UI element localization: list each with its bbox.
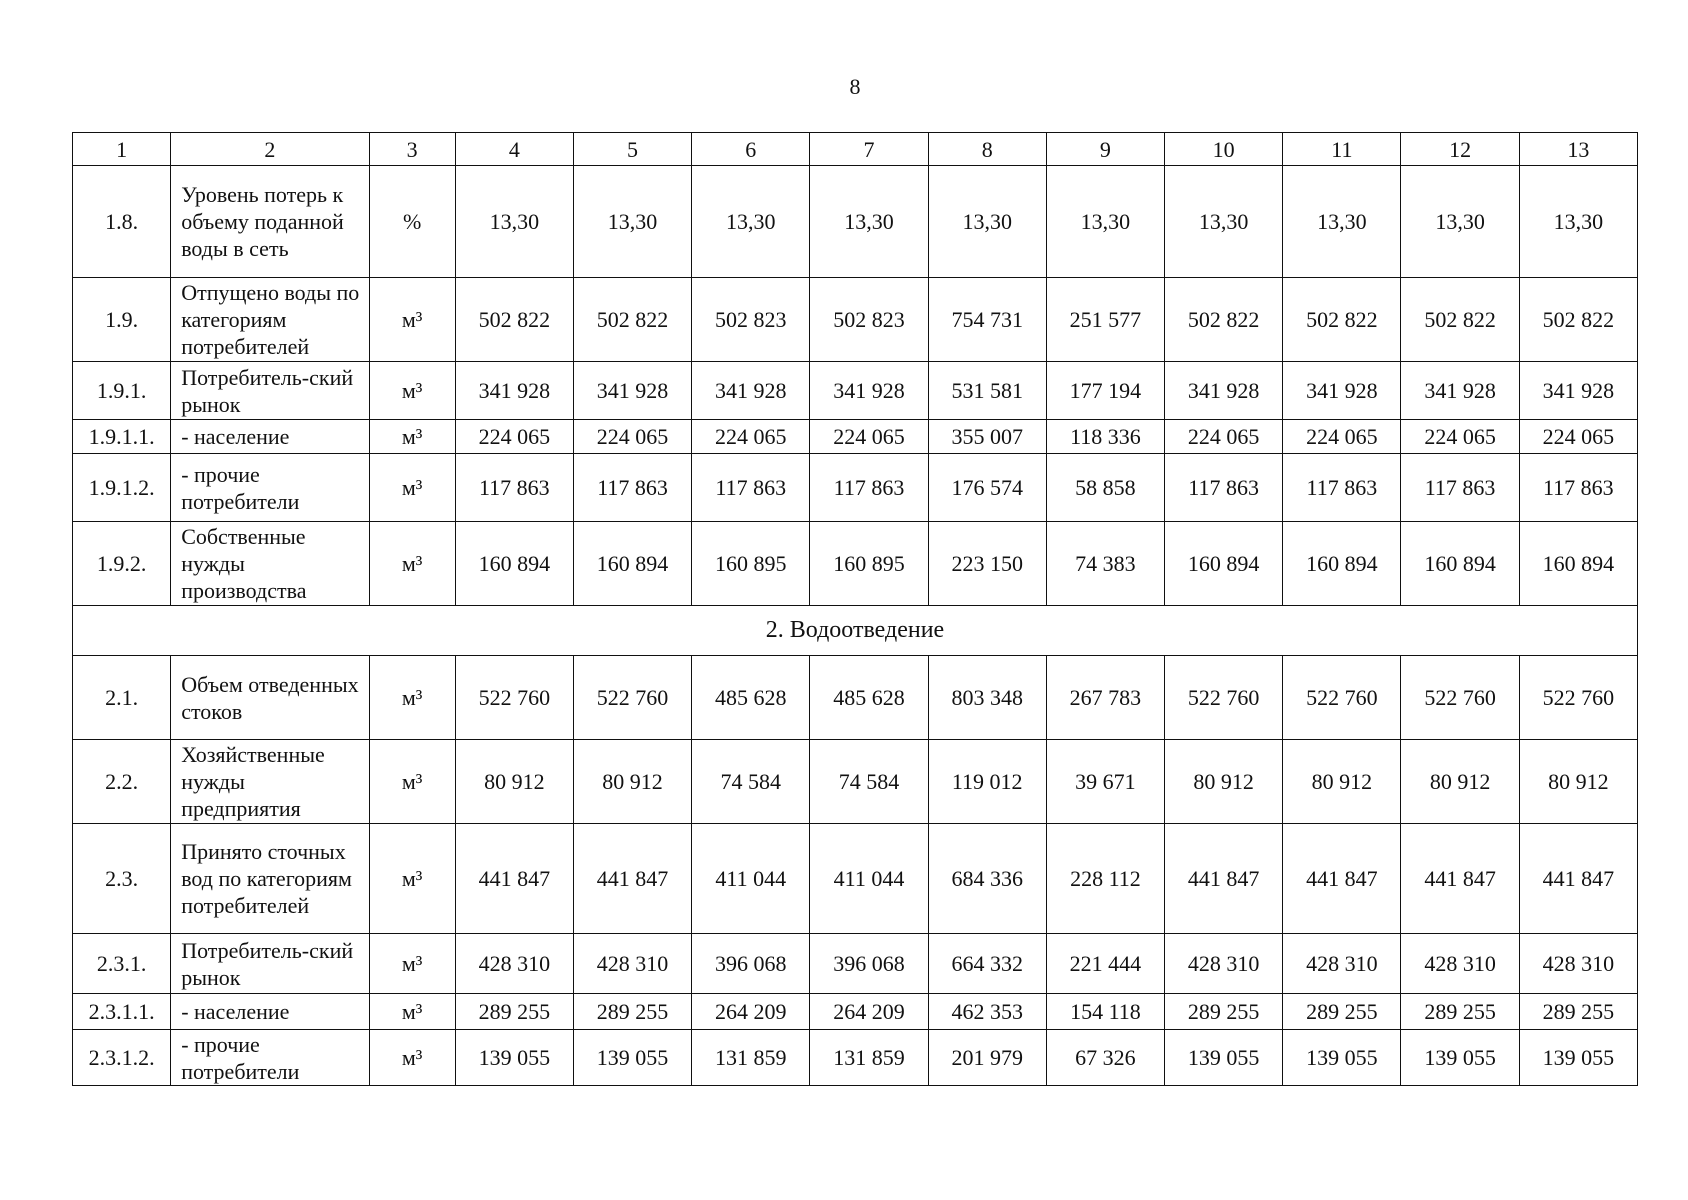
value-cell: 264 209 bbox=[692, 994, 810, 1030]
value-cell: 160 894 bbox=[1519, 522, 1637, 606]
row-name: Уровень потерь к объему поданной воды в сеть bbox=[171, 166, 369, 278]
value-cell: 502 822 bbox=[1165, 278, 1283, 362]
value-cell: 80 912 bbox=[573, 740, 691, 824]
column-header: 4 bbox=[455, 133, 573, 166]
value-cell: 355 007 bbox=[928, 420, 1046, 454]
value-cell: 341 928 bbox=[573, 362, 691, 420]
value-cell: 396 068 bbox=[692, 934, 810, 994]
column-header: 5 bbox=[573, 133, 691, 166]
row-unit: м³ bbox=[369, 994, 455, 1030]
value-cell: 13,30 bbox=[1401, 166, 1519, 278]
column-header: 10 bbox=[1165, 133, 1283, 166]
value-cell: 289 255 bbox=[573, 994, 691, 1030]
value-cell: 228 112 bbox=[1046, 824, 1164, 934]
value-cell: 441 847 bbox=[1283, 824, 1401, 934]
value-cell: 139 055 bbox=[455, 1030, 573, 1086]
row-unit: м³ bbox=[369, 740, 455, 824]
value-cell: 289 255 bbox=[455, 994, 573, 1030]
value-cell: 160 894 bbox=[1165, 522, 1283, 606]
value-cell: 522 760 bbox=[1401, 656, 1519, 740]
value-cell: 118 336 bbox=[1046, 420, 1164, 454]
column-header: 9 bbox=[1046, 133, 1164, 166]
value-cell: 341 928 bbox=[455, 362, 573, 420]
value-cell: 224 065 bbox=[455, 420, 573, 454]
row-name: - население bbox=[171, 420, 369, 454]
value-cell: 160 895 bbox=[692, 522, 810, 606]
value-cell: 80 912 bbox=[1283, 740, 1401, 824]
value-cell: 13,30 bbox=[1046, 166, 1164, 278]
column-header: 1 bbox=[73, 133, 171, 166]
table-row bbox=[73, 994, 1638, 1030]
value-cell: 428 310 bbox=[1401, 934, 1519, 994]
value-cell: 251 577 bbox=[1046, 278, 1164, 362]
value-cell: 80 912 bbox=[455, 740, 573, 824]
table-row bbox=[73, 740, 1638, 824]
value-cell: 754 731 bbox=[928, 278, 1046, 362]
value-cell: 80 912 bbox=[1401, 740, 1519, 824]
row-unit: м³ bbox=[369, 1030, 455, 1086]
value-cell: 74 584 bbox=[810, 740, 928, 824]
value-cell: 664 332 bbox=[928, 934, 1046, 994]
table-row bbox=[73, 1030, 1638, 1086]
header-row bbox=[73, 133, 1638, 166]
value-cell: 289 255 bbox=[1519, 994, 1637, 1030]
value-cell: 803 348 bbox=[928, 656, 1046, 740]
value-cell: 117 863 bbox=[810, 454, 928, 522]
value-cell: 341 928 bbox=[810, 362, 928, 420]
value-cell: 522 760 bbox=[455, 656, 573, 740]
value-cell: 160 894 bbox=[455, 522, 573, 606]
value-cell: 522 760 bbox=[573, 656, 691, 740]
value-cell: 139 055 bbox=[1283, 1030, 1401, 1086]
value-cell: 117 863 bbox=[573, 454, 691, 522]
value-cell: 221 444 bbox=[1046, 934, 1164, 994]
value-cell: 13,30 bbox=[1519, 166, 1637, 278]
value-cell: 684 336 bbox=[928, 824, 1046, 934]
value-cell: 224 065 bbox=[1165, 420, 1283, 454]
value-cell: 224 065 bbox=[810, 420, 928, 454]
value-cell: 39 671 bbox=[1046, 740, 1164, 824]
row-unit: м³ bbox=[369, 824, 455, 934]
value-cell: 154 118 bbox=[1046, 994, 1164, 1030]
value-cell: 485 628 bbox=[810, 656, 928, 740]
value-cell: 428 310 bbox=[573, 934, 691, 994]
row-unit: м³ bbox=[369, 522, 455, 606]
value-cell: 502 822 bbox=[1401, 278, 1519, 362]
row-number: 2.3.1. bbox=[73, 934, 171, 994]
section-row bbox=[73, 606, 1638, 656]
page-number: 8 bbox=[849, 74, 861, 99]
value-cell: 177 194 bbox=[1046, 362, 1164, 420]
value-cell: 289 255 bbox=[1283, 994, 1401, 1030]
value-cell: 502 822 bbox=[455, 278, 573, 362]
value-cell: 341 928 bbox=[1283, 362, 1401, 420]
value-cell: 441 847 bbox=[455, 824, 573, 934]
value-cell: 13,30 bbox=[455, 166, 573, 278]
value-cell: 428 310 bbox=[455, 934, 573, 994]
value-cell: 160 894 bbox=[1401, 522, 1519, 606]
value-cell: 117 863 bbox=[692, 454, 810, 522]
value-cell: 74 584 bbox=[692, 740, 810, 824]
value-cell: 117 863 bbox=[1401, 454, 1519, 522]
row-number: 1.9.1.2. bbox=[73, 454, 171, 522]
value-cell: 13,30 bbox=[573, 166, 691, 278]
value-cell: 522 760 bbox=[1283, 656, 1401, 740]
value-cell: 117 863 bbox=[1519, 454, 1637, 522]
value-cell: 441 847 bbox=[1519, 824, 1637, 934]
value-cell: 428 310 bbox=[1283, 934, 1401, 994]
row-number: 2.1. bbox=[73, 656, 171, 740]
value-cell: 67 326 bbox=[1046, 1030, 1164, 1086]
value-cell: 522 760 bbox=[1165, 656, 1283, 740]
column-header: 12 bbox=[1401, 133, 1519, 166]
value-cell: 131 859 bbox=[810, 1030, 928, 1086]
row-number: 2.3.1.2. bbox=[73, 1030, 171, 1086]
value-cell: 411 044 bbox=[692, 824, 810, 934]
value-cell: 117 863 bbox=[1165, 454, 1283, 522]
column-header: 2 bbox=[171, 133, 369, 166]
row-unit: % bbox=[369, 166, 455, 278]
table-row bbox=[73, 934, 1638, 994]
row-name: Отпущено воды по категориям потребителей bbox=[171, 278, 369, 362]
value-cell: 264 209 bbox=[810, 994, 928, 1030]
value-cell: 176 574 bbox=[928, 454, 1046, 522]
row-number: 1.9.1.1. bbox=[73, 420, 171, 454]
table-row bbox=[73, 522, 1638, 606]
column-header: 3 bbox=[369, 133, 455, 166]
value-cell: 428 310 bbox=[1165, 934, 1283, 994]
value-cell: 13,30 bbox=[1283, 166, 1401, 278]
row-unit: м³ bbox=[369, 278, 455, 362]
value-cell: 223 150 bbox=[928, 522, 1046, 606]
value-cell: 341 928 bbox=[1519, 362, 1637, 420]
value-cell: 117 863 bbox=[1283, 454, 1401, 522]
value-cell: 80 912 bbox=[1165, 740, 1283, 824]
row-name: Объем отведенных стоков bbox=[171, 656, 369, 740]
value-cell: 160 894 bbox=[573, 522, 691, 606]
row-number: 1.9.1. bbox=[73, 362, 171, 420]
section-title: 2. Водоотведение bbox=[73, 606, 1638, 656]
value-cell: 531 581 bbox=[928, 362, 1046, 420]
table-row bbox=[73, 278, 1638, 362]
drainage-rows bbox=[73, 656, 1638, 1086]
value-cell: 224 065 bbox=[692, 420, 810, 454]
value-cell: 396 068 bbox=[810, 934, 928, 994]
row-name: Потребитель-ский рынок bbox=[171, 934, 369, 994]
row-number: 1.9.2. bbox=[73, 522, 171, 606]
table-row bbox=[73, 454, 1638, 522]
value-cell: 441 847 bbox=[1401, 824, 1519, 934]
value-cell: 502 822 bbox=[1283, 278, 1401, 362]
value-cell: 502 822 bbox=[573, 278, 691, 362]
value-cell: 13,30 bbox=[1165, 166, 1283, 278]
column-header: 11 bbox=[1283, 133, 1401, 166]
row-unit: м³ bbox=[369, 454, 455, 522]
value-cell: 441 847 bbox=[1165, 824, 1283, 934]
value-cell: 522 760 bbox=[1519, 656, 1637, 740]
column-header: 7 bbox=[810, 133, 928, 166]
row-unit: м³ bbox=[369, 934, 455, 994]
table-row bbox=[73, 420, 1638, 454]
value-cell: 119 012 bbox=[928, 740, 1046, 824]
row-name: Потребитель-ский рынок bbox=[171, 362, 369, 420]
value-cell: 441 847 bbox=[573, 824, 691, 934]
tariff-table bbox=[72, 132, 1638, 1086]
water-supply-rows bbox=[73, 166, 1638, 606]
value-cell: 502 823 bbox=[692, 278, 810, 362]
value-cell: 80 912 bbox=[1519, 740, 1637, 824]
value-cell: 289 255 bbox=[1165, 994, 1283, 1030]
row-number: 1.8. bbox=[73, 166, 171, 278]
value-cell: 502 822 bbox=[1519, 278, 1637, 362]
table-row bbox=[73, 824, 1638, 934]
value-cell: 341 928 bbox=[1165, 362, 1283, 420]
value-cell: 224 065 bbox=[1519, 420, 1637, 454]
value-cell: 58 858 bbox=[1046, 454, 1164, 522]
value-cell: 428 310 bbox=[1519, 934, 1637, 994]
value-cell: 139 055 bbox=[573, 1030, 691, 1086]
row-name: Хозяйственные нужды предприятия bbox=[171, 740, 369, 824]
value-cell: 224 065 bbox=[1401, 420, 1519, 454]
column-header: 8 bbox=[928, 133, 1046, 166]
row-unit: м³ bbox=[369, 420, 455, 454]
row-number: 1.9. bbox=[73, 278, 171, 362]
value-cell: 289 255 bbox=[1401, 994, 1519, 1030]
value-cell: 502 823 bbox=[810, 278, 928, 362]
row-number: 2.3.1.1. bbox=[73, 994, 171, 1030]
value-cell: 201 979 bbox=[928, 1030, 1046, 1086]
table-row bbox=[73, 166, 1638, 278]
value-cell: 139 055 bbox=[1519, 1030, 1637, 1086]
row-number: 2.3. bbox=[73, 824, 171, 934]
row-name: Собственные нужды производства bbox=[171, 522, 369, 606]
value-cell: 13,30 bbox=[692, 166, 810, 278]
row-name: - прочие потребители bbox=[171, 454, 369, 522]
value-cell: 74 383 bbox=[1046, 522, 1164, 606]
value-cell: 139 055 bbox=[1401, 1030, 1519, 1086]
value-cell: 13,30 bbox=[928, 166, 1046, 278]
value-cell: 485 628 bbox=[692, 656, 810, 740]
value-cell: 160 895 bbox=[810, 522, 928, 606]
value-cell: 224 065 bbox=[573, 420, 691, 454]
value-cell: 139 055 bbox=[1165, 1030, 1283, 1086]
row-unit: м³ bbox=[369, 656, 455, 740]
row-unit: м³ bbox=[369, 362, 455, 420]
table-row bbox=[73, 656, 1638, 740]
row-number: 2.2. bbox=[73, 740, 171, 824]
value-cell: 462 353 bbox=[928, 994, 1046, 1030]
value-cell: 411 044 bbox=[810, 824, 928, 934]
value-cell: 13,30 bbox=[810, 166, 928, 278]
row-name: - население bbox=[171, 994, 369, 1030]
table-row bbox=[73, 362, 1638, 420]
value-cell: 341 928 bbox=[1401, 362, 1519, 420]
value-cell: 160 894 bbox=[1283, 522, 1401, 606]
value-cell: 117 863 bbox=[455, 454, 573, 522]
column-header: 13 bbox=[1519, 133, 1637, 166]
value-cell: 341 928 bbox=[692, 362, 810, 420]
value-cell: 131 859 bbox=[692, 1030, 810, 1086]
row-name: - прочие потребители bbox=[171, 1030, 369, 1086]
row-name: Принято сточных вод по категориям потребителей bbox=[171, 824, 369, 934]
column-header: 6 bbox=[692, 133, 810, 166]
value-cell: 267 783 bbox=[1046, 656, 1164, 740]
value-cell: 224 065 bbox=[1283, 420, 1401, 454]
